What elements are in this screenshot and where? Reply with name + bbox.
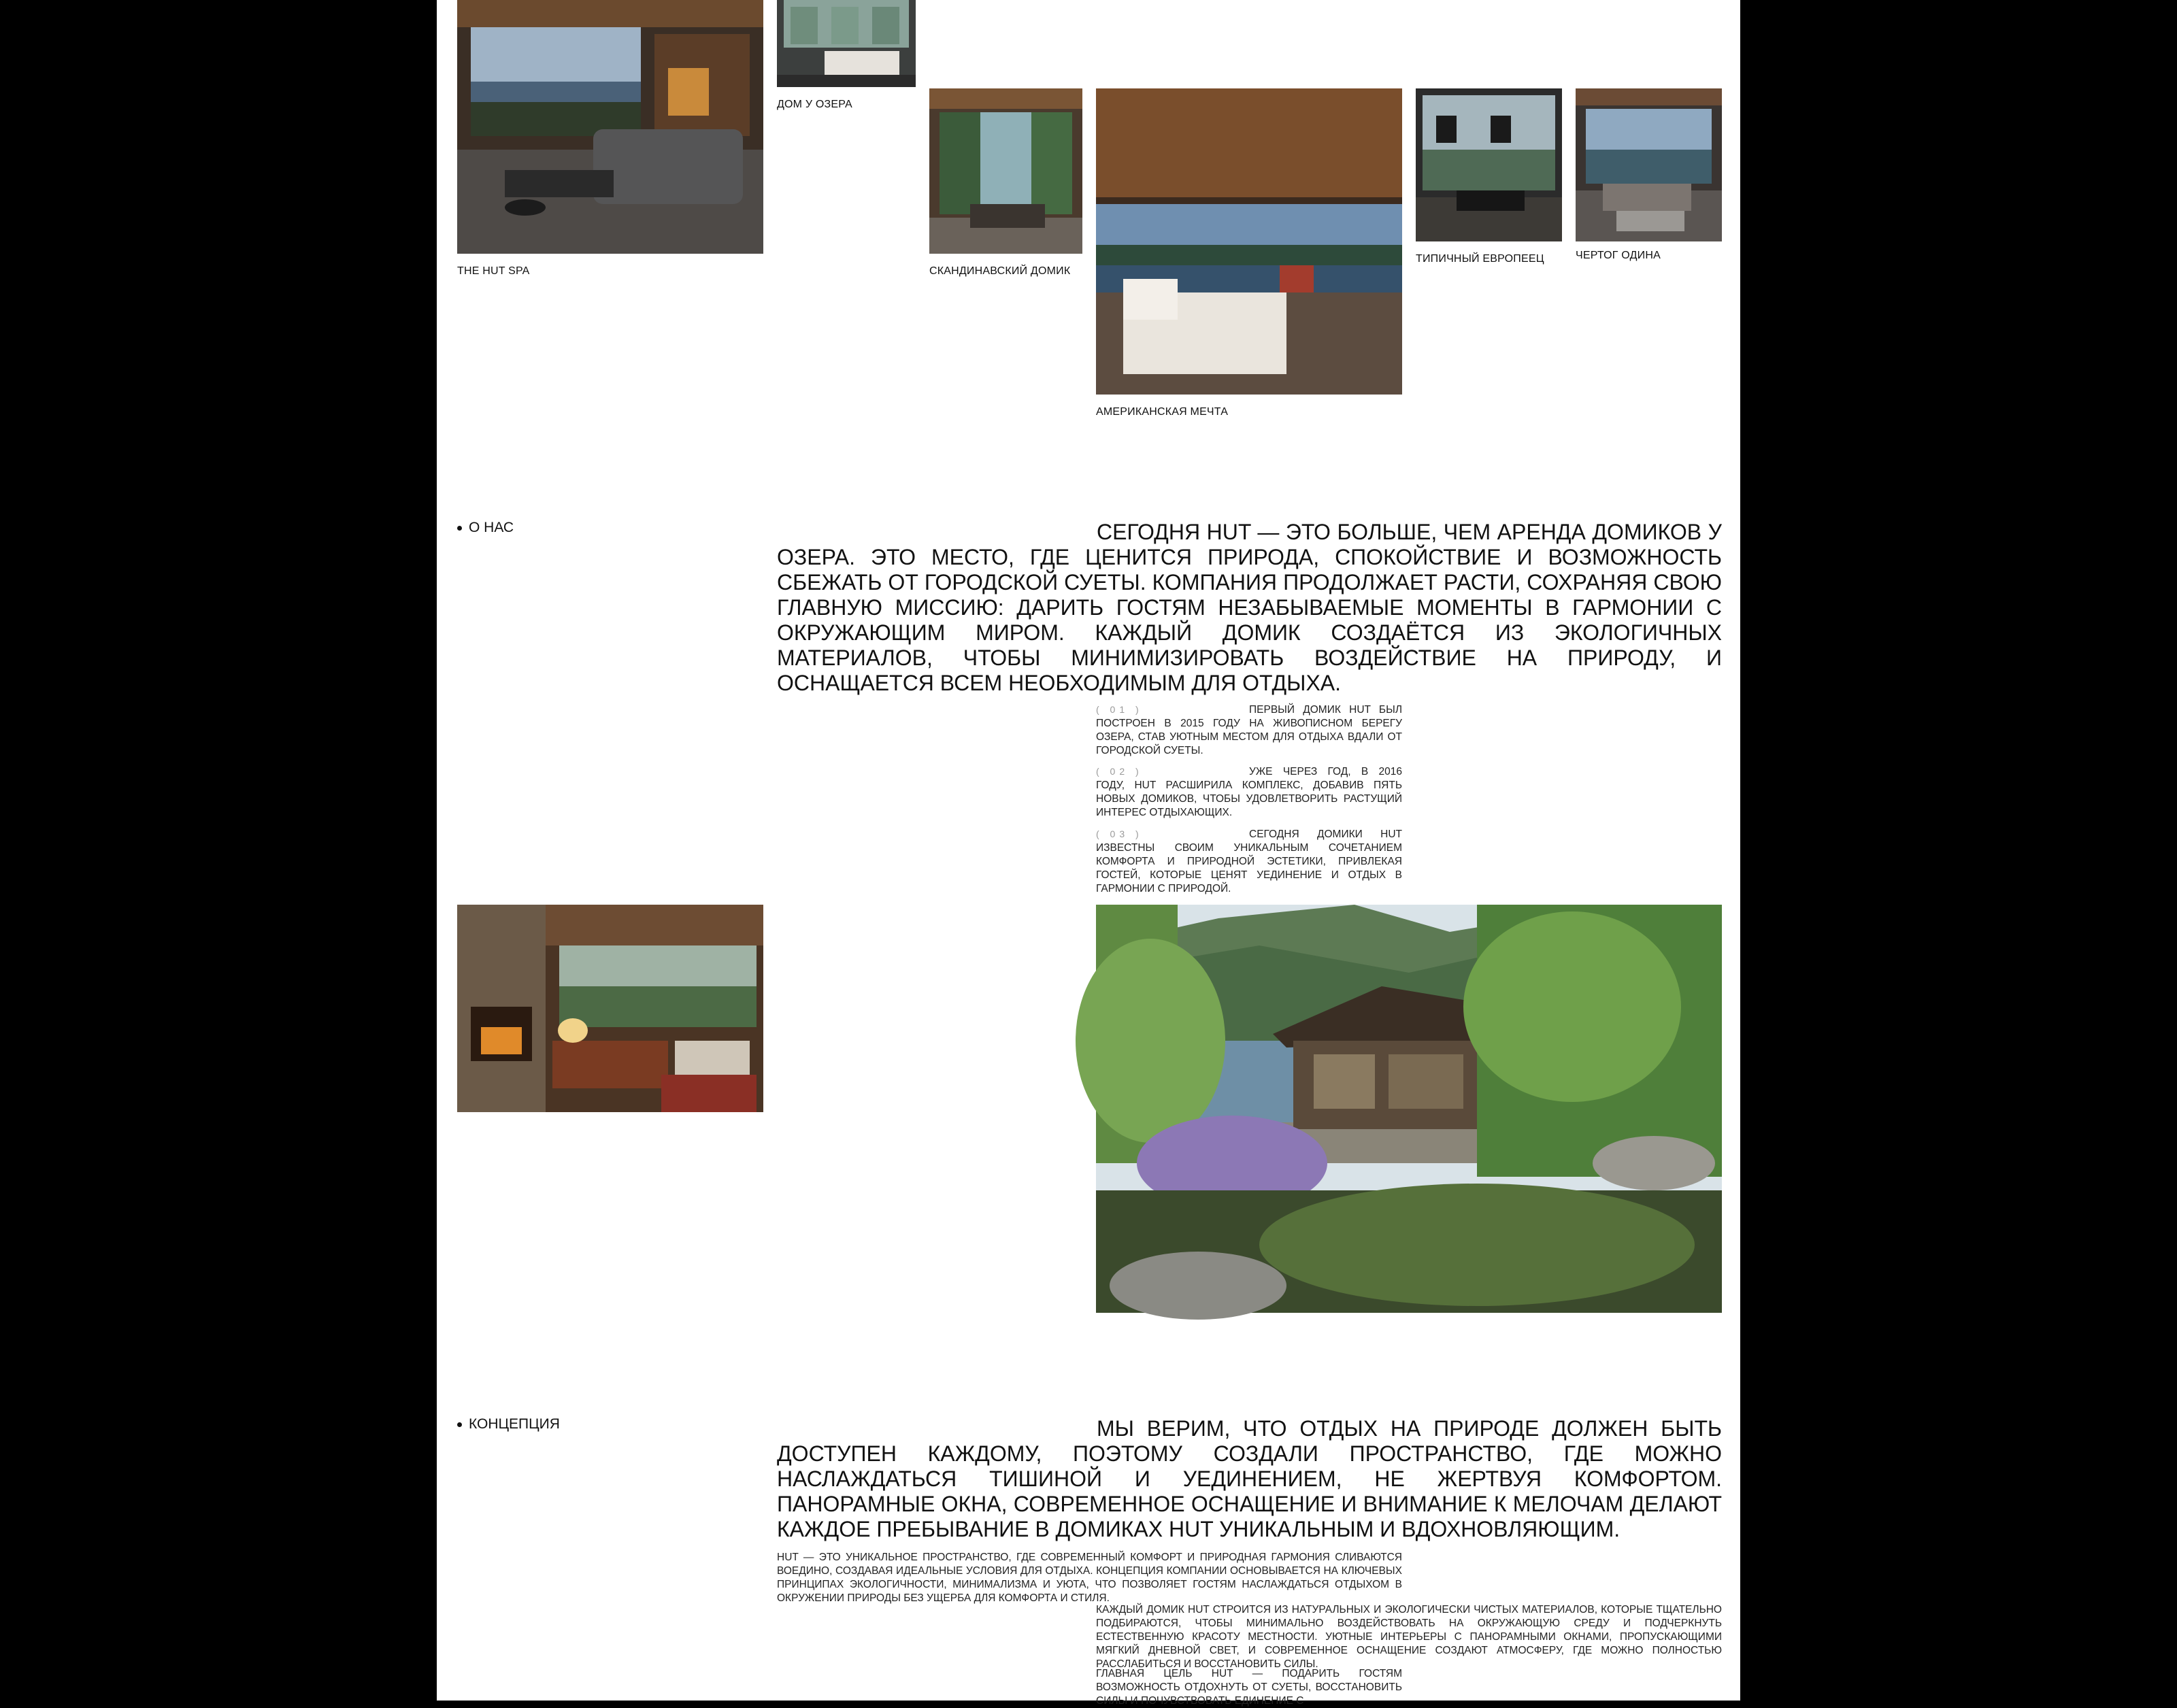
section-label-about	[457, 520, 514, 536]
gallery-caption-1: THE HUT SPA	[457, 265, 530, 277]
concept-paragraph-1: HUT — ЭТО УНИКАЛЬНОЕ ПРОСТРАНСТВО, ГДЕ СОВРЕМЕННЫЙ КОМФОРТ И ПРИРОДНАЯ ГАРМОНИЯ СЛИВАЮТСЯ ВОЕДИНО, СОЗДАВАЯ ИДЕАЛЬНЫЕ УСЛОВИЯ ДЛЯ ОТДЫХА. КОНЦЕПЦИЯ КОМПАНИИ ОСНОВЫВАЕТСЯ НА КЛЮЧЕВЫХ ПРИНЦИПАХ ЭКОЛОГИЧНОСТИ, МИНИМАЛИЗМА И УЮТА, ЧТО ПОЗВОЛЯЕТ ГОСТЯМ НАСЛАЖДАТЬСЯ ОТДЫХОМ В ОКРУЖЕНИИ ПРИРОДЫ БЕЗ УЩЕРБА ДЛЯ КОМФОРТА И СТИЛЯ.	[777, 1552, 1402, 1604]
about-lead-text: СЕГОДНЯ HUT — ЭТО БОЛЬШЕ, ЧЕМ АРЕНДА ДОМИКОВ У ОЗЕРА. ЭТО МЕСТО, ГДЕ ЦЕНИТСЯ ПРИРОДА, СПОКОЙСТВИЕ И ВОЗМОЖНОСТЬ СБЕЖАТЬ ОТ ГОРОДСКОЙ СУЕТЫ. КОМПАНИЯ ПРОДОЛЖАЕТ РАСТИ, СОХРАНЯЯ СВОЮ ГЛАВНУЮ МИССИЮ: ДАРИТЬ ГОСТЯМ НЕЗАБЫВАЕМЫЕ МОМЕНТЫ В ГАРМОНИИ С ОКРУЖАЮЩИМ МИРОМ. КАЖДЫЙ ДОМИК СОЗДАЁТСЯ ИЗ ЭКОЛОГИЧНЫХ МАТЕРИАЛОВ, ЧТОБЫ МИНИМИЗИРОВАТЬ ВОЗДЕЙСТВИЕ НА ПРИРОДУ, И ОСНАЩАЕТСЯ ВСЕМ НЕОБХОДИМЫМ ДЛЯ ОТДЫХА.	[777, 520, 1722, 695]
room-photo-icon	[1416, 88, 1562, 241]
gallery-caption-4: АМЕРИКАНСКАЯ МЕЧТА	[1096, 406, 1229, 418]
fireplace-photo	[457, 905, 763, 1112]
lounge-photo-icon	[457, 0, 763, 254]
concept-lead-text: МЫ ВЕРИМ, ЧТО ОТДЫХ НА ПРИРОДЕ ДОЛЖЕН БЫТЬ ДОСТУПЕН КАЖДОМУ, ПОЭТОМУ СОЗДАЛИ ПРОСТРАНСТВО, ГДЕ МОЖНО НАСЛАЖДАТЬСЯ ТИШИНОЙ И УЕДИНЕНИЕМ, НЕ ЖЕРТВУЯ КОМФОРТОМ. ПАНОРАМНЫЕ ОКНА, СОВРЕМЕННОЕ ОСНАЩЕНИЕ И ВНИМАНИЕ К МЕЛОЧАМ ДЕЛАЮТ КАЖДОЕ ПРЕБЫВАНИЕ В ДОМИКАХ HUT УНИКАЛЬНЫМ И ВДОХНОВЛЯЮЩИМ.	[777, 1416, 1722, 1541]
gallery-photo-hut-spa[interactable]	[457, 0, 763, 254]
bedroom-photo-icon	[777, 0, 916, 87]
master-bedroom-photo-icon	[1096, 88, 1402, 395]
gallery-photo-typical-european[interactable]	[1416, 88, 1562, 241]
concept-paragraph-3: ГЛАВНАЯ ЦЕЛЬ HUT — ПОДАРИТЬ ГОСТЯМ ВОЗМОЖНОСТЬ ОТДОХНУТЬ ОТ СУЕТЫ, ВОССТАНОВИТЬ СИЛЫ И ПОЧУВСТВОВАТЬ ЕДИНЕНИЕ С	[1096, 1668, 1402, 1707]
gallery-caption-5: ТИПИЧНЫЙ ЕВРОПЕЕЦ	[1416, 253, 1544, 265]
section-label-concept	[457, 1416, 560, 1433]
section-label-concept-text: КОНЦЕПЦИЯ	[469, 1416, 560, 1432]
gallery-caption-6: ЧЕРТОГ ОДИНА	[1576, 250, 1661, 261]
concept-paragraph-2: КАЖДЫЙ ДОМИК HUT СТРОИТСЯ ИЗ НАТУРАЛЬНЫХ И ЭКОЛОГИЧЕСКИ ЧИСТЫХ МАТЕРИАЛОВ, КОТОРЫЕ ТЩАТЕЛЬНО ПОДБИРАЮТСЯ, ЧТОБЫ МИНИМАЛЬНО ВОЗДЕЙСТВОВАТЬ НА ОКРУЖАЮЩУЮ СРЕДУ И ПОДЧЕРКНУТЬ ЕСТЕСТВЕННУЮ КРАСОТУ МЕСТНОСТИ. УЮТНЫЕ ИНТЕРЬЕРЫ С ПАНОРАМНЫМИ ОКНАМИ, ПРОПУСКАЮЩИМИ МЯГКИЙ ДНЕВНОЙ СВЕТ, И СОВРЕМЕННОЕ ОСНАЩЕНИЕ СОЗДАЮТ АТМОСФЕРУ, ГДЕ МОЖНО ПОЛНОСТЬЮ РАССЛАБИТЬСЯ И ВОССТАНОВИТЬ СИЛЫ.	[1096, 1604, 1722, 1670]
page	[437, 0, 1740, 1707]
lake-hut-photo	[1096, 905, 1722, 1313]
fact-number: ( 03 )	[1096, 828, 1143, 839]
fact-number: ( 02 )	[1096, 766, 1143, 777]
fireplace-photo-icon	[457, 905, 763, 1112]
gallery-caption-2: ДОМ У ОЗЕРА	[777, 99, 852, 110]
gallery-photo-odin-hall[interactable]	[1576, 88, 1722, 241]
fact-number: ( 01 )	[1096, 704, 1143, 715]
gallery-photo-lake-house[interactable]	[777, 0, 916, 87]
about-fact-1: ( 01 ) ПЕРВЫЙ ДОМИК HUT БЫЛ ПОСТРОЕН В 2015 ГОДУ НА ЖИВОПИСНОМ БЕРЕГУ ОЗЕРА, СТАВ УЮТНЫМ МЕСТОМ ДЛЯ ОТДЫХА ВДАЛИ ОТ ГОРОДСКОЙ СУЕТЫ.	[1096, 704, 1402, 756]
gallery-photo-scandi-house[interactable]	[929, 88, 1082, 254]
gallery-caption-3: СКАНДИНАВСКИЙ ДОМИК	[929, 265, 1071, 277]
about-fact-3: ( 03 ) СЕГОДНЯ ДОМИКИ HUT ИЗВЕСТНЫ СВОИМ УНИКАЛЬНЫМ СОЧЕТАНИЕМ КОМФОРТА И ПРИРОДНОЙ ЭСТЕТИКИ, ПРИВЛЕКАЯ ГОСТЕЙ, КОТОРЫЕ ЦЕНЯТ УЕДИНЕНИЕ И ОТДЫХ В ГАРМОНИИ С ПРИРОДОЙ.	[1096, 828, 1402, 894]
section-label-about-text: О НАС	[469, 520, 514, 535]
bullet-icon	[457, 1422, 462, 1427]
bullet-icon	[457, 526, 462, 531]
gallery-photo-american-dream[interactable]	[1096, 88, 1402, 395]
hall-photo-icon	[1576, 88, 1722, 241]
lake-cabin-photo-icon	[1096, 905, 1722, 1313]
about-fact-2: ( 02 ) УЖЕ ЧЕРЕЗ ГОД, В 2016 ГОДУ, HUT РАСШИРИЛА КОМПЛЕКС, ДОБАВИВ ПЯТЬ НОВЫХ ДОМИКОВ, ЧТОБЫ УДОВЛЕТВОРИТЬ РАСТУЩИЙ ИНТЕРЕС ОТДЫХАЮЩИХ.	[1096, 766, 1402, 818]
living-room-photo-icon	[929, 88, 1082, 254]
